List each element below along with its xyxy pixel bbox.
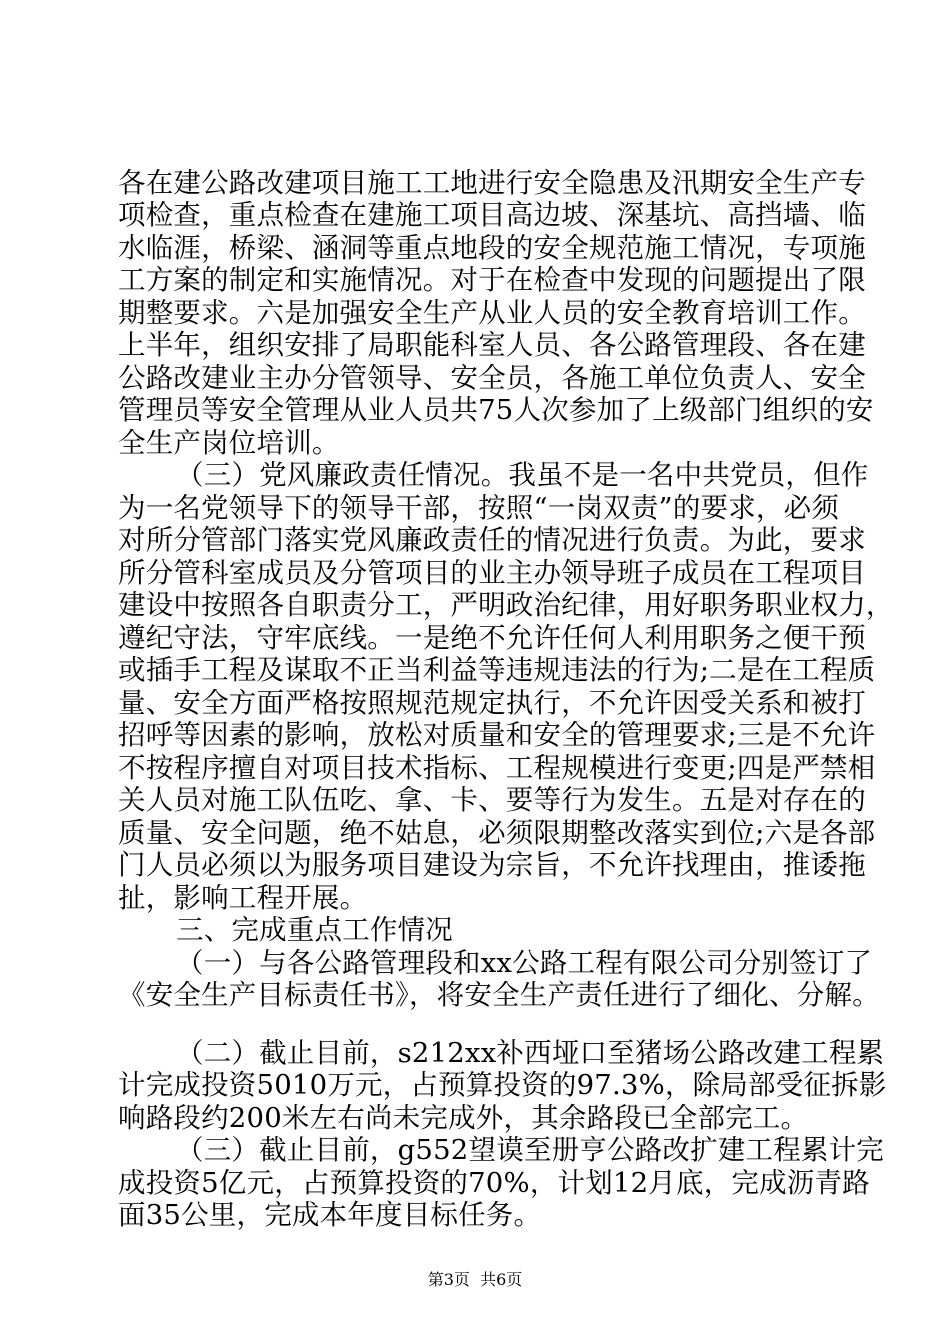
paragraph-line: 扯，影响工程开展。	[118, 882, 368, 914]
paragraph-line: 关人员对施工队伍吃、拿、卡、要等行为发生。五是对存在的	[118, 784, 866, 816]
paragraph-line: 建设中按照各自职责分工，严明政治纪律，用好职务职业权力，	[118, 589, 894, 621]
paragraph-line: 响路段约200米左右尚未完成外，其余路段已全部完工。	[118, 1102, 809, 1134]
paragraph-line: 公路改建业主办分管领导、安全员，各施工单位负责人、安全	[118, 362, 866, 394]
paragraph-line: 上半年，组织安排了局职能科室人员、各公路管理段、各在建	[118, 329, 866, 361]
paragraph-line: 成投资5亿元，占预算投资的70%，计划12月底，完成沥青路	[118, 1167, 870, 1199]
paragraph-line: 期整要求。六是加强安全生产从业人员的安全教育培训工作。	[118, 297, 866, 329]
paragraph-line: （三）截止目前，g552望谟至册亨公路改扩建工程累计完	[176, 1134, 884, 1166]
paragraph-line: 门人员必须以为服务项目建设为宗旨，不允许找理由，推诿拖	[118, 849, 866, 881]
paragraph-line: 各在建公路改建项目施工工地进行安全隐患及汛期安全生产专	[118, 167, 866, 199]
page-number-footer: 第3页 共6页	[427, 1270, 523, 1289]
paragraph-line: 量、安全方面严格按照规范规定执行，不允许因受关系和被打	[118, 687, 866, 719]
paragraph-line: 工方案的制定和实施情况。对于在检查中发现的问题提出了限	[118, 264, 866, 296]
paragraph-line: 或插手工程及谋取不正当利益等违规违法的行为;二是在工程质	[118, 654, 876, 686]
paragraph-line: 所分管科室成员及分管项目的业主办领导班子成员在工程项目	[118, 557, 866, 589]
paragraph-line: 管理员等安全管理从业人员共75人次参加了上级部门组织的安	[118, 394, 874, 426]
paragraph-line: 水临涯，桥梁、涵洞等重点地段的安全规范施工情况，专项施	[118, 232, 866, 264]
paragraph-line: 《安全生产目标责任书》，将安全生产责任进行了细化、分解。	[118, 979, 880, 1011]
paragraph-line: （二）截止目前，s212xx补西垭口至猪场公路改建工程累	[176, 1037, 885, 1069]
paragraph-line: 计完成投资5010万元，占预算投资的97.3%，除局部受征拆影	[118, 1069, 887, 1101]
paragraph-line: 全生产岗位培训。	[118, 427, 340, 459]
section-heading: 三、完成重点工作情况	[176, 914, 453, 946]
paragraph-line: 遵纪守法，守牢底线。一是绝不允许任何人利用职务之便干预	[118, 622, 866, 654]
paragraph-line: 面35公里，完成本年度目标任务。	[118, 1199, 542, 1231]
paragraph-line: （一）与各公路管理段和xx公路工程有限公司分别签订了	[176, 947, 873, 979]
paragraph-line: 不按程序擅自对项目技术指标、工程规模进行变更;四是严禁相	[118, 752, 876, 784]
paragraph-line: 项检查，重点检查在建施工项目高边坡、深基坑、高挡墙、临	[118, 199, 866, 231]
paragraph-line: 对所分管部门落实党风廉政责任的情况进行负责。为此，要求	[118, 524, 866, 556]
paragraph-line: 招呼等因素的影响，放松对质量和安全的管理要求;三是不允许	[118, 719, 876, 751]
paragraph-line: （三）党风廉政责任情况。我虽不是一名中共党员，但作	[176, 459, 869, 491]
paragraph-line: 质量、安全问题，绝不姑息，必须限期整改落实到位;六是各部	[118, 817, 876, 849]
paragraph-line: 为一名党领导下的领导干部，按照“一岗双责”的要求，必须	[118, 492, 840, 524]
